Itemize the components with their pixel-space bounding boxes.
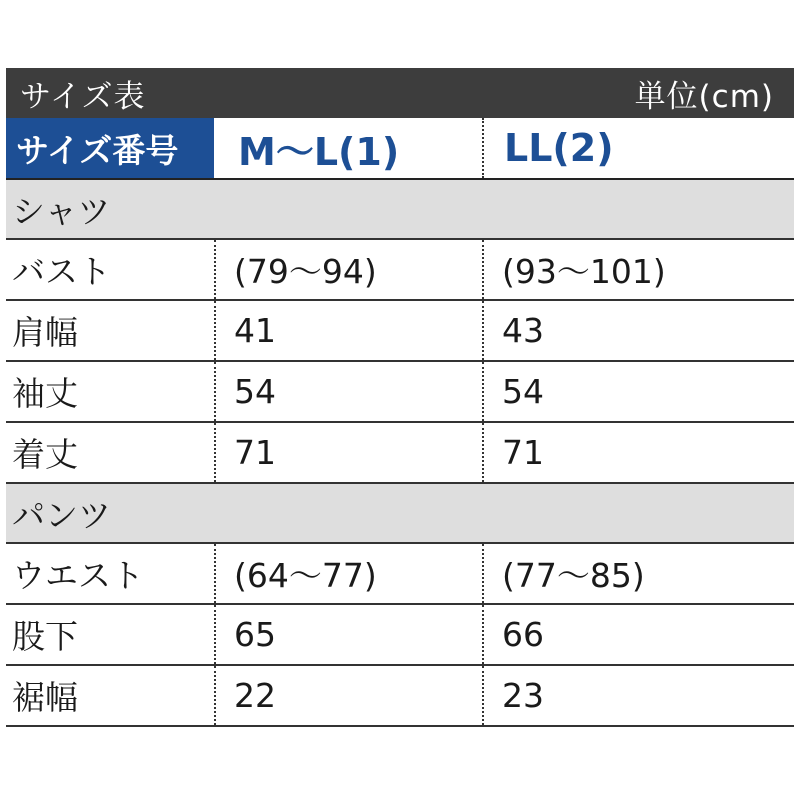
value-ll: 54 xyxy=(482,362,794,421)
row-label: ウエスト xyxy=(12,556,144,595)
table-row xyxy=(6,240,794,301)
size-col-ll: LL(2) xyxy=(482,118,794,178)
table-row xyxy=(6,544,794,605)
table-row xyxy=(6,362,794,423)
value-ll: 23 xyxy=(482,666,794,725)
section-shirt: シャツ xyxy=(6,180,794,240)
value-ll: (77～85) xyxy=(482,544,794,603)
row-label: 着丈 xyxy=(12,435,78,474)
value-ml: 65 xyxy=(214,605,482,664)
table-row xyxy=(6,666,794,727)
value-ml: (64～77) xyxy=(214,544,482,603)
table-row xyxy=(6,605,794,666)
value-ml: 22 xyxy=(214,666,482,725)
size-col-ml: M～L(1) xyxy=(238,129,400,174)
row-label: 股下 xyxy=(12,617,78,656)
size-table xyxy=(6,68,794,727)
unit-label: 単位(cm) xyxy=(634,78,774,115)
row-label: 裾幅 xyxy=(12,678,78,717)
value-ll: (93～101) xyxy=(482,240,794,299)
value-ll: 71 xyxy=(482,423,794,482)
row-label: バスト xyxy=(12,252,111,291)
row-label: 肩幅 xyxy=(12,313,78,352)
value-ll: 66 xyxy=(482,605,794,664)
title-bar xyxy=(6,68,794,118)
header-row xyxy=(6,118,794,180)
value-ml: (79～94) xyxy=(214,240,482,299)
table-title: サイズ表 xyxy=(20,78,146,115)
row-label: 袖丈 xyxy=(12,374,78,413)
value-ml: 71 xyxy=(214,423,482,482)
table-row xyxy=(6,301,794,362)
value-ll: 43 xyxy=(482,301,794,360)
table-row xyxy=(6,423,794,484)
value-ml: 41 xyxy=(214,301,482,360)
size-number-label: サイズ番号 xyxy=(6,118,214,178)
section-pants: パンツ xyxy=(6,484,794,544)
value-ml: 54 xyxy=(214,362,482,421)
